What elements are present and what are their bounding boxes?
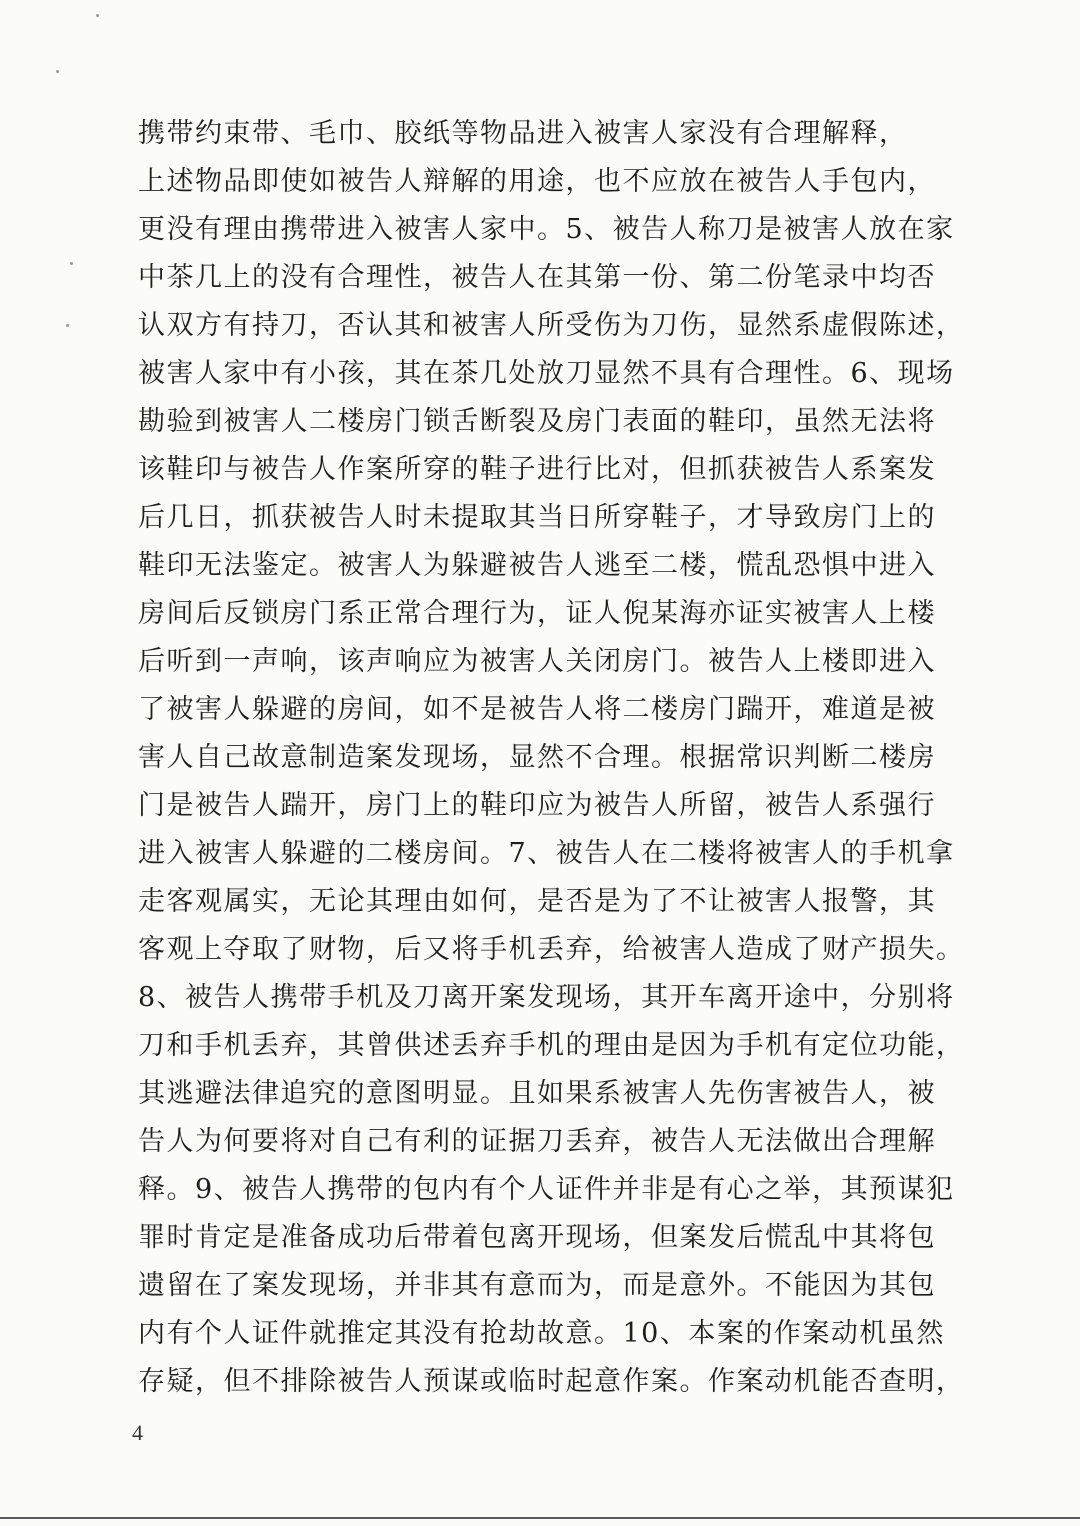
text-line: 勘验到被害人二楼房门锁舌断裂及房门表面的鞋印，虽然无法将 [138,406,936,437]
text-line: 内有个人证件就推定其没有抢劫故意。10、本案的作案动机虽然 [138,1318,945,1349]
text-line: 其逃避法律追究的意图明显。且如果系被害人先伤害被告人，被 [138,1078,936,1109]
text-line: 告人为何要将对自己有利的证据刀丢弃，被告人无法做出合理解 [138,1126,936,1157]
scan-speck [96,14,99,17]
text-line: 更没有理由携带进入被害人家中。5、被告人称刀是被害人放在家 [138,214,955,245]
text-line: 害人自己故意制造案发现场，显然不合理。根据常识判断二楼房 [138,742,936,773]
scan-speck [56,70,59,73]
text-line: 房间后反锁房门系正常合理行为，证人倪某海亦证实被害人上楼 [138,598,936,629]
text-line: 进入被害人躲避的二楼房间。7、被告人在二楼将被害人的手机拿 [138,838,955,869]
text-line: 遗留在了案发现场，并非其有意而为，而是意外。不能因为其包 [138,1270,936,1301]
text-line: 门是被告人踹开，房门上的鞋印应为被告人所留，被告人系强行 [138,790,936,821]
text-line: 被害人家中有小孩，其在茶几处放刀显然不具有合理性。6、现场 [138,358,955,389]
page-number: 4 [132,1420,143,1445]
text-line: 上述物品即使如被告人辩解的用途，也不应放在被告人手包内， [138,166,936,197]
scan-bottom-edge [0,1517,1080,1519]
scan-speck [66,324,69,327]
text-line: 携带约束带、毛巾、胶纸等物品进入被害人家没有合理解释， [138,118,908,149]
text-line: 中茶几上的没有合理性，被告人在其第一份、第二份笔录中均否 [138,262,936,293]
scan-speck [70,262,73,265]
body-text [138,110,1018,1406]
text-line: 刀和手机丢弃，其曾供述丢弃手机的理由是因为手机有定位功能， [138,1030,965,1061]
text-line: 客观上夺取了财物，后又将手机丢弃，给被害人造成了财产损失。 [138,934,965,965]
text-line: 走客观属实，无论其理由如何，是否是为了不让被害人报警，其 [138,886,936,917]
text-line: 存疑，但不排除被告人预谋或临时起意作案。作案动机能否查明， [138,1366,965,1397]
text-line: 认双方有持刀，否认其和被害人所受伤为刀伤，显然系虚假陈述， [138,310,965,341]
text-line: 罪时肯定是准备成功后带着包离开现场，但案发后慌乱中其将包 [138,1222,936,1253]
text-line: 鞋印无法鉴定。被害人为躲避被告人逃至二楼，慌乱恐惧中进入 [138,550,936,581]
text-line: 8、被告人携带手机及刀离开案发现场，其开车离开途中，分别将 [138,982,955,1013]
text-line: 释。9、被告人携带的包内有个人证件并非是有心之举，其预谋犯 [138,1174,955,1205]
text-line: 后听到一声响，该声响应为被害人关闭房门。被告人上楼即进入 [138,646,936,677]
text-line: 了被害人躲避的房间，如不是被告人将二楼房门踹开，难道是被 [138,694,936,725]
text-line: 该鞋印与被告人作案所穿的鞋子进行比对，但抓获被告人系案发 [138,454,936,485]
text-line: 后几日，抓获被告人时未提取其当日所穿鞋子，才导致房门上的 [138,502,936,533]
